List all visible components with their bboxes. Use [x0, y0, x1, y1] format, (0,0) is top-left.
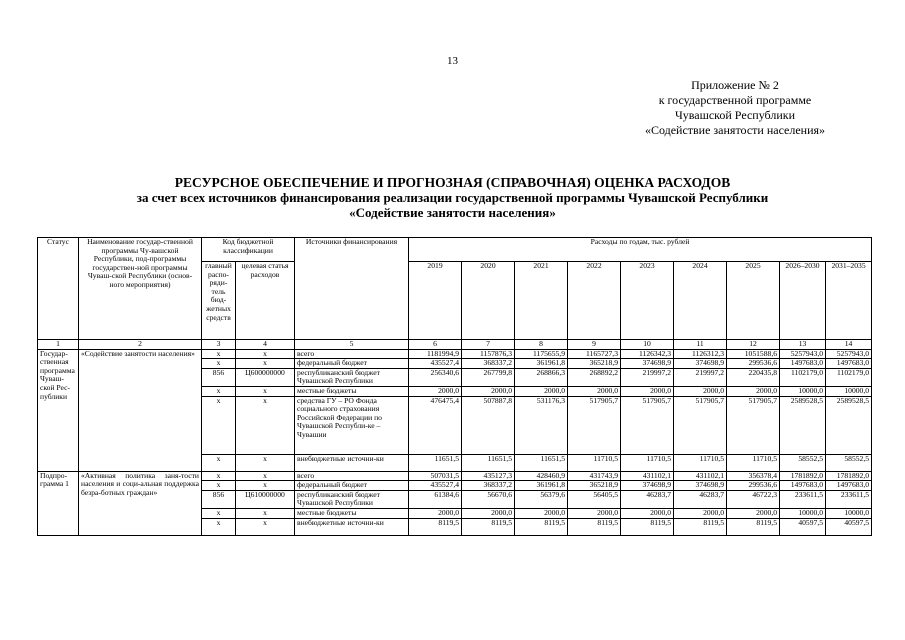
- row-amount: 5257943,0: [826, 349, 872, 359]
- row-amount: 2000,0: [674, 508, 727, 518]
- row-amount: 1181994,9: [409, 349, 462, 359]
- row-amount: 46722,3: [727, 490, 780, 508]
- page-number: 13: [447, 55, 458, 67]
- row-amount: 361961,8: [515, 359, 568, 369]
- row-funding-source: республиканский бюджет Чувашской Республики: [295, 368, 409, 386]
- row-amount: 8119,5: [674, 518, 727, 535]
- row-amount: 1175655,9: [515, 349, 568, 359]
- row-amount: 2000,0: [515, 386, 568, 396]
- row-amount: 1497683,0: [826, 359, 872, 369]
- row-main-manager: x: [202, 518, 236, 535]
- row-amount: 1126312,3: [674, 349, 727, 359]
- row-amount: 220435,8: [727, 368, 780, 386]
- row-amount: 5257943,0: [780, 349, 826, 359]
- heading-line-3: «Содействие занятости населения»: [349, 205, 556, 220]
- row-amount: 2000,0: [568, 386, 621, 396]
- row-amount: 2000,0: [462, 386, 515, 396]
- heading-line-1: РЕСУРСНОЕ ОБЕСПЕЧЕНИЕ И ПРОГНОЗНАЯ (СПРАВОЧНАЯ) ОЦЕНКА РАСХОДОВ: [174, 175, 731, 190]
- column-index: 14: [826, 340, 872, 350]
- row-amount: 61384,6: [409, 490, 462, 508]
- row-amount: 10000,0: [826, 386, 872, 396]
- row-amount: 476475,4: [409, 396, 462, 454]
- column-index: 5: [295, 340, 409, 350]
- row-amount: 2000,0: [462, 508, 515, 518]
- row-target-article: x: [236, 481, 295, 491]
- appendix-line-3: Чувашской Республики: [674, 108, 796, 122]
- row-amount: 8119,5: [621, 518, 674, 535]
- row-amount: 46283,7: [674, 490, 727, 508]
- row-amount: 2000,0: [621, 386, 674, 396]
- row-amount: 11710,5: [727, 454, 780, 471]
- row-amount: 361961,8: [515, 481, 568, 491]
- row-target-article: x: [236, 454, 295, 471]
- row-amount: 233611,5: [826, 490, 872, 508]
- row-amount: 8119,5: [515, 518, 568, 535]
- header-year: 2025: [727, 262, 780, 340]
- row-funding-source: республиканский бюджет Чувашской Республики: [295, 490, 409, 508]
- row-amount: 8119,5: [409, 518, 462, 535]
- row-amount: 431743,9: [568, 471, 621, 481]
- row-program-name: «Содействие занятости населения»: [79, 349, 202, 471]
- row-amount: 10000,0: [826, 508, 872, 518]
- row-amount: 56379,6: [515, 490, 568, 508]
- row-amount: 40597,5: [826, 518, 872, 535]
- row-main-manager: x: [202, 359, 236, 369]
- appendix-line-1: Приложение № 2: [691, 78, 779, 92]
- row-funding-source: всего: [295, 349, 409, 359]
- column-index: 11: [674, 340, 727, 350]
- heading-line-2: за счет всех источников финансирования реализации государственной программы Чувашской Республики: [136, 190, 769, 205]
- row-amount: 2589528,5: [780, 396, 826, 454]
- appendix-block: [595, 78, 845, 138]
- row-amount: 299536,6: [727, 359, 780, 369]
- row-target-article: x: [236, 349, 295, 359]
- header-year: 2022: [568, 262, 621, 340]
- row-amount: 11651,5: [515, 454, 568, 471]
- row-amount: 1051588,6: [727, 349, 780, 359]
- column-index: 12: [727, 340, 780, 350]
- row-amount: 58552,5: [826, 454, 872, 471]
- row-main-manager: x: [202, 481, 236, 491]
- header-year: 2031–2035: [826, 262, 872, 340]
- row-amount: 428460,9: [515, 471, 568, 481]
- row-amount: 435527,4: [409, 359, 462, 369]
- row-amount: 1165727,3: [568, 349, 621, 359]
- row-amount: 365218,9: [568, 481, 621, 491]
- row-funding-source: местные бюджеты: [295, 386, 409, 396]
- row-funding-source: местные бюджеты: [295, 508, 409, 518]
- row-amount: 356378,4: [727, 471, 780, 481]
- header-year: 2019: [409, 262, 462, 340]
- row-funding-source: средства ГУ – РО Фонда социального страхования Российской Федерации по Чувашской Республи-ке – Чувашии: [295, 396, 409, 454]
- row-amount: 368337,2: [462, 481, 515, 491]
- row-target-article: x: [236, 518, 295, 535]
- row-amount: 374698,9: [621, 481, 674, 491]
- column-index: 1: [38, 340, 79, 350]
- row-main-manager: x: [202, 471, 236, 481]
- column-index-row: [38, 340, 872, 350]
- row-amount: 517905,7: [568, 396, 621, 454]
- header-code: Код бюджетной классификации: [202, 238, 295, 262]
- row-main-manager: x: [202, 508, 236, 518]
- row-target-article: x: [236, 359, 295, 369]
- row-target-article: x: [236, 471, 295, 481]
- row-amount: 1126342,3: [621, 349, 674, 359]
- column-index: 4: [236, 340, 295, 350]
- row-amount: 11651,5: [462, 454, 515, 471]
- column-index: 6: [409, 340, 462, 350]
- row-amount: 40597,5: [780, 518, 826, 535]
- row-amount: 2000,0: [409, 508, 462, 518]
- header-sources: Источники финансирования: [295, 238, 409, 340]
- column-index: 9: [568, 340, 621, 350]
- row-amount: 1157876,3: [462, 349, 515, 359]
- row-amount: 2000,0: [568, 508, 621, 518]
- row-amount: 431102,1: [621, 471, 674, 481]
- row-main-manager: x: [202, 349, 236, 359]
- row-amount: 374698,9: [674, 481, 727, 491]
- header-year: 2023: [621, 262, 674, 340]
- row-amount: 267799,8: [462, 368, 515, 386]
- row-amount: 517905,7: [674, 396, 727, 454]
- row-amount: 219997,2: [674, 368, 727, 386]
- row-amount: 374698,9: [621, 359, 674, 369]
- row-target-article: x: [236, 396, 295, 454]
- row-amount: 56670,6: [462, 490, 515, 508]
- row-program-name: «Активная политика заня-тости населения и соци-альная поддержка безра-ботных граждан»: [79, 471, 202, 535]
- row-amount: 8119,5: [727, 518, 780, 535]
- header-year: 2021: [515, 262, 568, 340]
- table-row: [38, 349, 872, 359]
- row-amount: 219997,2: [621, 368, 674, 386]
- row-amount: 1102179,0: [780, 368, 826, 386]
- row-main-manager: x: [202, 386, 236, 396]
- budget-table: [37, 237, 872, 536]
- row-amount: 1102179,0: [826, 368, 872, 386]
- row-status: Подпро-грамма 1: [38, 471, 79, 535]
- column-index: 2: [79, 340, 202, 350]
- header-expenses: Расходы по годам, тыс. рублей: [409, 238, 872, 262]
- row-amount: 10000,0: [780, 508, 826, 518]
- appendix-line-4: «Содействие занятости населения»: [644, 123, 826, 137]
- row-amount: 11710,5: [621, 454, 674, 471]
- row-amount: 299536,6: [727, 481, 780, 491]
- row-amount: 374698,9: [674, 359, 727, 369]
- header-main-manager: главный распо-ряди-тель бюд-жетных средств: [202, 262, 236, 340]
- row-amount: 233611,5: [780, 490, 826, 508]
- row-amount: 10000,0: [780, 386, 826, 396]
- row-amount: 517905,7: [727, 396, 780, 454]
- row-amount: 11710,5: [674, 454, 727, 471]
- table-row: [38, 471, 872, 481]
- row-status: Государ-ственная программа Чуваш-ской Рес-публики: [38, 349, 79, 471]
- row-funding-source: федеральный бюджет: [295, 359, 409, 369]
- row-amount: 56405,5: [568, 490, 621, 508]
- header-year: 2026–2030: [780, 262, 826, 340]
- row-target-article: x: [236, 386, 295, 396]
- row-amount: 507887,8: [462, 396, 515, 454]
- row-amount: 1497683,0: [826, 481, 872, 491]
- row-amount: 8119,5: [568, 518, 621, 535]
- row-amount: 368337,2: [462, 359, 515, 369]
- row-main-manager: 856: [202, 490, 236, 508]
- table-body: [38, 349, 872, 535]
- row-main-manager: x: [202, 396, 236, 454]
- row-amount: 268892,2: [568, 368, 621, 386]
- header-year: 2024: [674, 262, 727, 340]
- row-amount: 268866,3: [515, 368, 568, 386]
- row-target-article: x: [236, 508, 295, 518]
- row-amount: 2589528,5: [826, 396, 872, 454]
- header-row-1: [38, 238, 872, 262]
- header-target-article: целевая статья расходов: [236, 262, 295, 340]
- row-amount: 435127,3: [462, 471, 515, 481]
- row-main-manager: x: [202, 454, 236, 471]
- row-amount: 2000,0: [515, 508, 568, 518]
- row-amount: 1781892,0: [826, 471, 872, 481]
- row-amount: 46283,7: [621, 490, 674, 508]
- row-amount: 507031,5: [409, 471, 462, 481]
- row-amount: 517905,7: [621, 396, 674, 454]
- row-amount: 8119,5: [462, 518, 515, 535]
- column-index: 8: [515, 340, 568, 350]
- row-funding-source: внебюджетные источни-ки: [295, 518, 409, 535]
- row-amount: 2000,0: [621, 508, 674, 518]
- row-funding-source: всего: [295, 471, 409, 481]
- column-index: 3: [202, 340, 236, 350]
- row-amount: 1781892,0: [780, 471, 826, 481]
- row-amount: 2000,0: [727, 508, 780, 518]
- row-amount: 11710,5: [568, 454, 621, 471]
- row-amount: 365218,9: [568, 359, 621, 369]
- row-amount: 2000,0: [674, 386, 727, 396]
- column-index: 7: [462, 340, 515, 350]
- header-name: Наименование государ-ственной программы Чу-вашской Республики, под-программы государствен-ной программы Чуваш-ской Республики (основ-ного мероприятия): [79, 238, 202, 340]
- row-amount: 531176,3: [515, 396, 568, 454]
- row-amount: 435527,4: [409, 481, 462, 491]
- row-amount: 2000,0: [727, 386, 780, 396]
- row-target-article: Ц610000000: [236, 490, 295, 508]
- appendix-line-2: к государственной программе: [658, 93, 812, 107]
- header-status: Статус: [38, 238, 79, 340]
- row-funding-source: федеральный бюджет: [295, 481, 409, 491]
- row-amount: 11651,5: [409, 454, 462, 471]
- row-main-manager: 856: [202, 368, 236, 386]
- row-amount: 431102,1: [674, 471, 727, 481]
- column-index: 13: [780, 340, 826, 350]
- column-index: 10: [621, 340, 674, 350]
- row-amount: 1497683,0: [780, 481, 826, 491]
- header-year: 2020: [462, 262, 515, 340]
- row-funding-source: внебюджетные источни-ки: [295, 454, 409, 471]
- row-target-article: Ц600000000: [236, 368, 295, 386]
- row-amount: 1497683,0: [780, 359, 826, 369]
- row-amount: 2000,0: [409, 386, 462, 396]
- row-amount: 58552,5: [780, 454, 826, 471]
- document-heading: [0, 175, 905, 220]
- row-amount: 256340,6: [409, 368, 462, 386]
